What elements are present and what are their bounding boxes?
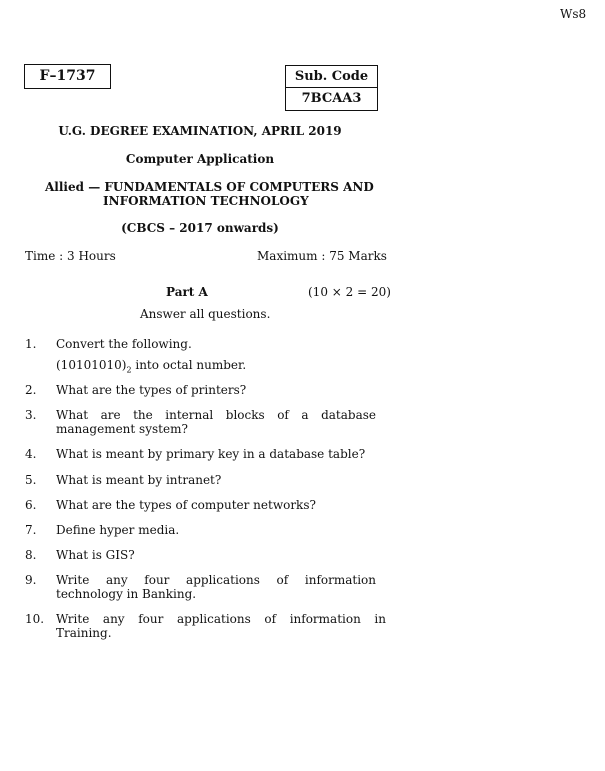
question-subpart <box>56 358 376 377</box>
question-number: 8. <box>25 548 37 562</box>
question-number: 9. <box>25 573 37 587</box>
question-text: What is meant by primary key in a database table? <box>56 447 366 461</box>
sub-code-box <box>285 65 378 111</box>
question-text: What is meant by intranet? <box>56 473 222 487</box>
time-allowed: Time : 3 Hours <box>25 249 116 263</box>
question-number: 10. <box>25 612 45 626</box>
binary-value: (10101010) <box>56 358 127 372</box>
scheme-line: (CBCS – 2017 onwards) <box>121 221 279 235</box>
paper-code-box: F–1737 <box>24 64 111 89</box>
question-text: Convert the following. <box>56 337 192 351</box>
exam-title: U.G. DEGREE EXAMINATION, APRIL 2019 <box>58 124 342 138</box>
page-id: Ws8 <box>560 7 587 21</box>
question-number: 3. <box>25 408 37 422</box>
part-marks: (10 × 2 = 20) <box>308 285 391 299</box>
question-text: What are the internal blocks of a database management system? <box>56 408 376 436</box>
question-text: What are the types of computer networks? <box>56 498 316 512</box>
question-number: 2. <box>25 383 37 397</box>
sub-code-label: Sub. Code <box>285 65 378 88</box>
part-instruction: Answer all questions. <box>140 307 271 321</box>
question-number: 7. <box>25 523 37 537</box>
course-title-line1: Allied — FUNDAMENTALS OF COMPUTERS AND <box>45 180 374 194</box>
subject-title: Computer Application <box>125 152 275 166</box>
binary-subscript: 2 <box>126 365 132 375</box>
part-title: Part A <box>166 285 208 299</box>
question-number: 6. <box>25 498 37 512</box>
question-number: 1. <box>25 337 37 351</box>
question-text: Define hyper media. <box>56 523 180 537</box>
question-number: 4. <box>25 447 37 461</box>
course-title-line2: INFORMATION TECHNOLOGY <box>103 194 309 208</box>
question-text: What are the types of printers? <box>56 383 247 397</box>
question-text: Write any four applications of information technology in Banking. <box>56 573 376 601</box>
subpart-rest: into octal number. <box>131 358 247 372</box>
sub-code-value: 7BCAA3 <box>285 88 378 111</box>
maximum-marks: Maximum : 75 Marks <box>257 249 387 263</box>
question-text: What is GIS? <box>56 548 135 562</box>
question-number: 5. <box>25 473 37 487</box>
question-text: Write any four applications of information in Training. <box>56 612 386 640</box>
